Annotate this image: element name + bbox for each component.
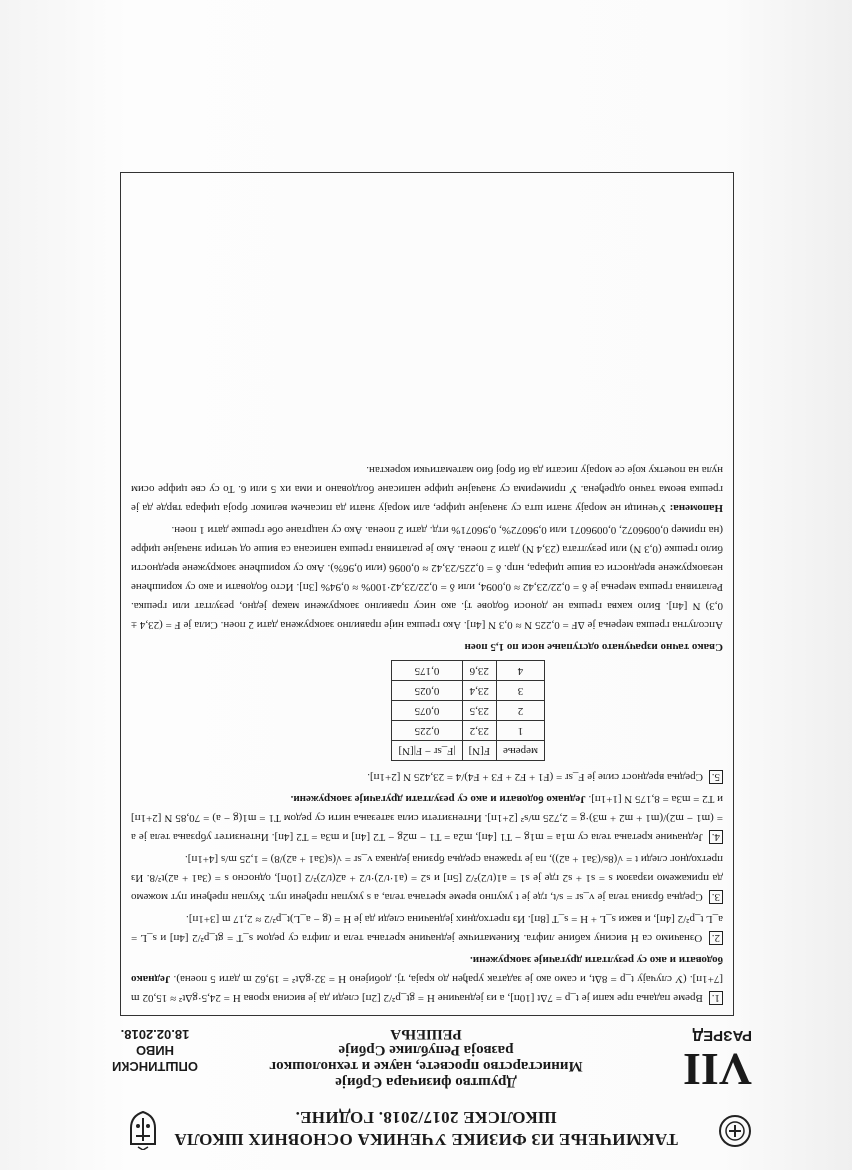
task-1-text: Време падања пре капи је t_p = 7Δt [10п], а из једначине H = gt_p²/2 [2п] следи да је висина крова H = 24,5·gΔt² ≈ 15,02 m [7+1п]. (У случају t_p = 8Δt, и само ако је задатак урађен до краја, тј. добијено H = 32·gΔt² = 19,62 m дати 5 поена). <box>131 973 723 1004</box>
task-5-explanation: Апсолутна грешка мерења је ΔF = 0,225 N ≈ 0,3 N [4п]. Ако грешка није правилно заокружена дати 2 поен. Сила је F = (23,4 ± 0,3) N [4п]. Било каква грешка не доноси бодове тј. ако нису правилно заокружени макар једно, резултат или грешка. Релативна грешка мерења је δ = 0,22/23,42 ≈ 0,0094, или δ = 0,22/23,42·100% ≈ 0,94% [3п]. Исто бодовати и ако су коришћене незаокружене вредности са више цифара, нпр. δ = 0,225/23,42 ≈ 0,0096 (или 0,96%). Ако су коришћене заокружене вредности било грешке (0,3 N) или резултата (23,4 N) дати 2 поена. Ако је релативна грешка написана са више од четири значајне цифре (на пример 0,0096072, 0,0096071 или 0,96072%, 0,96071% итд. дати 2 поена. Ако су нацртане обе грешке дати 1 поен. <box>131 524 723 631</box>
remark-text: Ученици не морају знати шта су значајне цифре, али морају знати да писањем великог броја цифара тврде да је грешка веома тачно одређена. У примерима су значајне цифре написане болдовано и има их 5 или 6. То су све цифре осим нула на почетку које се морају писати да би број био математички коректан. <box>131 464 723 514</box>
solutions-box <box>120 172 734 1016</box>
task-number: 1. <box>709 991 723 1005</box>
task-2-text: Означимо са H висину кабине лифта. Кинематичке једначине кретања тела и лифта су редом s_T = gt_p²/2 [4п] и s_L = a_L t_p²/2 [4п], и важи s_L + H = s_T [8п]. Из претходних једначина следи да је H = (g − a_L)t_p²/2 ≈ 2,17 m [3+1п]. <box>131 913 723 944</box>
competition-title-line1: ТАКМИЧЕЊЕ ИЗ ФИЗИКЕ УЧЕНИКА ОСНОВНИХ ШКОЛА <box>174 1130 678 1149</box>
table-row <box>392 661 545 681</box>
table-cell: 0,075 <box>392 701 462 721</box>
table-row <box>392 721 545 741</box>
level-block <box>90 1026 220 1074</box>
solutions-heading: РЕШЕЊА <box>390 1026 462 1042</box>
table-cell: 23,6 <box>462 661 496 681</box>
task-4-text: Једначине кретања тела су m1a = m1g − T1 [4п], m2a = T1 − m2g − T2 [4п] и m3a = T2 [4п]. Интензитет убрзања тела је a = (m1 − m2)/(m1 + m2 + m3)·g = 2,725 m/s² [2+1п]. Интензитети сила затезања нити су редом T1 = m1(g − a) = 70,85 N [2+1п] и T2 = m3a = 8,175 N [1+1п]. <box>130 793 723 843</box>
table-cell: 3 <box>496 681 544 701</box>
table-cell: 0,225 <box>392 721 462 741</box>
table-cell: 4 <box>496 661 544 681</box>
task-5-text: Средња вредност силе је F_sr = (F1 + F2 + F3 + F4)/4 = 23,425 N [2+1п]. <box>367 771 703 783</box>
task-5-remark <box>131 460 723 517</box>
grade-label: РАЗРЕД <box>692 1027 752 1044</box>
table-cell: 23,5 <box>462 701 496 721</box>
organizers <box>230 1026 622 1090</box>
task-1-note: Једнако бодовати и ако су резултати другачије заокружени. <box>130 954 723 985</box>
task-1 <box>131 950 723 1007</box>
task-number: 4. <box>709 830 723 844</box>
society-name: Друштво физичара Србије <box>335 1074 517 1090</box>
task-4 <box>131 789 723 846</box>
ministry-name: Министарство просвете, науке и технолошког <box>269 1058 583 1074</box>
table-header: |F_sr − F|[N] <box>392 741 462 761</box>
grade: VII <box>682 1044 752 1095</box>
competition-title <box>120 1106 732 1150</box>
table-row <box>392 681 545 701</box>
ministry-name-2: развоја Републике Србије <box>338 1042 514 1058</box>
task-2 <box>131 909 723 947</box>
table-header: F[N] <box>462 741 496 761</box>
date: 18.02.2018. <box>120 1027 190 1042</box>
competition-title-line2: ШКОЛСКЕ 2017/2018. ГОДИНЕ. <box>295 1108 557 1127</box>
table-note: Свако тачно израчунато одступање носи по 1,5 поен <box>464 641 723 653</box>
table-cell: 2 <box>496 701 544 721</box>
task-3-text: Средња брзина тела је v_sr = s/t, где је t укупно време кретања тела, а s укупан пређени пут. Укупан пређени пут можемо да прикажемо изразом s = s1 + s2 где је s1 = a1(t/2)²/2 [5п] и s2 = (a1·t/2)·t/2 + a2(t/2)²/2 [10п], односно s = (3a1 + a2)t²/8. Из претходног следи t = √(8s/(3a1 + a2)), па је тражена средња брзина једнака v_sr = √(s(3a1 + a2)/8) = 1,25 m/s [4+1п]. <box>130 853 723 903</box>
table-row <box>392 701 545 721</box>
table-cell: 0,025 <box>392 681 462 701</box>
remark-label: Напомена: <box>669 502 723 514</box>
table-cell: 23,4 <box>462 681 496 701</box>
table-cell: 1 <box>496 721 544 741</box>
measurement-table <box>391 660 545 761</box>
task-number: 5. <box>709 770 723 784</box>
level-2: НИВО <box>136 1043 174 1058</box>
task-number: 2. <box>709 931 723 945</box>
table-cell: 23,2 <box>462 721 496 741</box>
table-header: мерење <box>496 741 544 761</box>
table-header-row <box>392 741 545 761</box>
level: ОПШТИНСКИ <box>112 1059 198 1074</box>
table-cell: 0,175 <box>392 661 462 681</box>
task-4-note: Једнако бодовати и ако су резултати другачије заокружени. <box>290 793 586 805</box>
task-3 <box>131 849 723 906</box>
task-number: 3. <box>709 890 723 904</box>
task-5 <box>131 767 723 786</box>
